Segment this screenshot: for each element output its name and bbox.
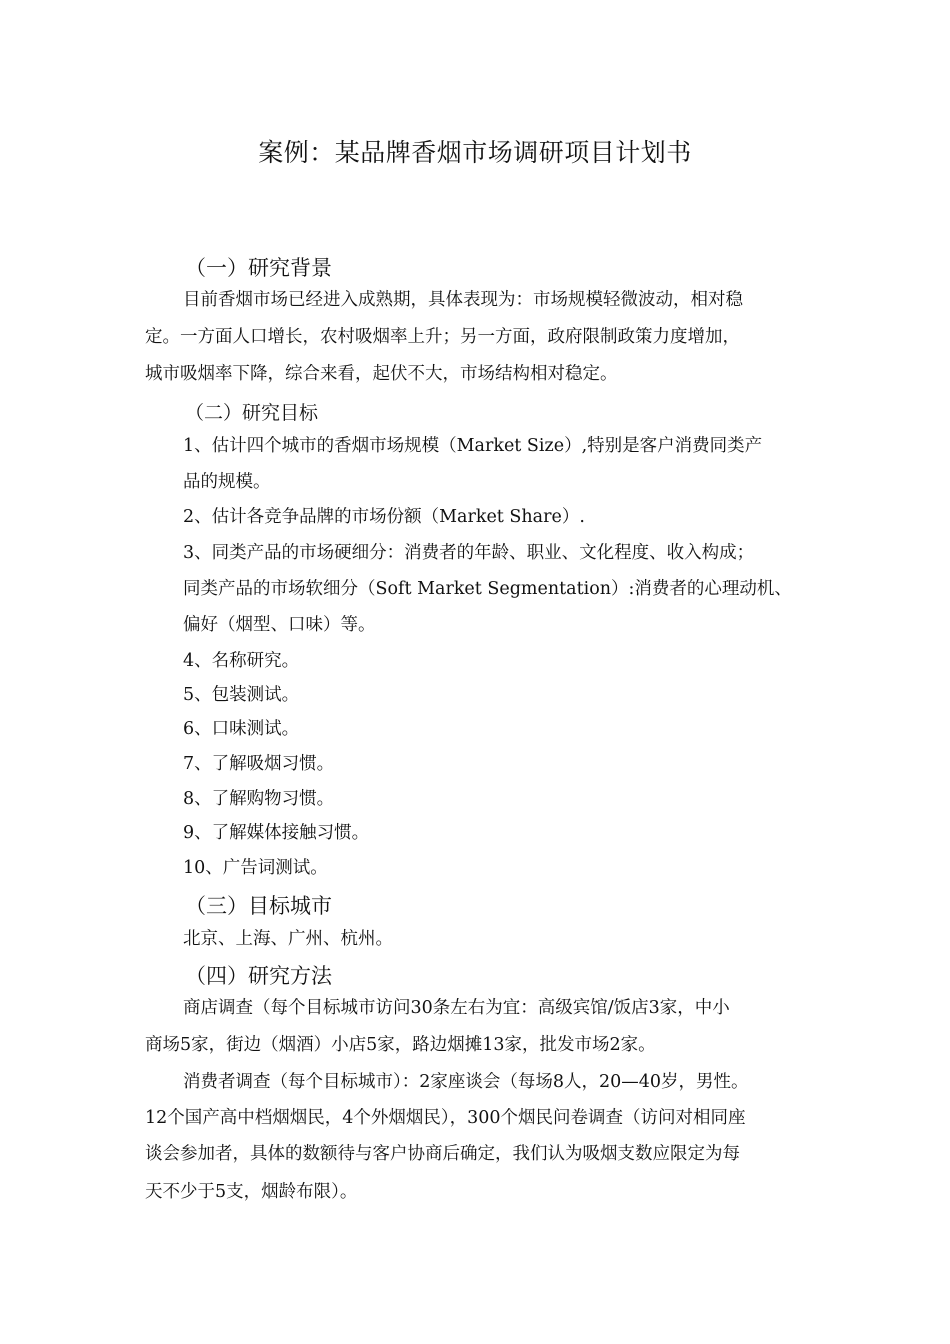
list-item: 9、了解媒体接触习惯。 <box>183 823 370 843</box>
paragraph-line: 天不少于5支，烟龄布限）。 <box>145 1182 358 1202</box>
list-item: 品的规模。 <box>183 472 271 492</box>
list-item: 同类产品的市场软细分（Soft Market Segmentation）:消费者的心理动机、 <box>183 579 792 599</box>
list-item: 7、了解吸烟习惯。 <box>183 754 335 774</box>
list-item: 4、名称研究。 <box>183 651 300 671</box>
paragraph-line: 谈会参加者，具体的数额待与客户协商后确定，我们认为吸烟支数应限定为每 <box>145 1144 740 1164</box>
paragraph-line: 商店调查（每个目标城市访问30条左右为宜：高级宾馆/饭店3家，中小 <box>183 998 730 1018</box>
paragraph-line: 定。一方面人口增长，农村吸烟率上升；另一方面，政府限制政策力度增加， <box>145 327 740 347</box>
document-title: 案例：某品牌香烟市场调研项目计划书 <box>258 138 692 167</box>
paragraph-line: 北京、上海、广州、杭州。 <box>183 929 393 949</box>
list-item: 3、同类产品的市场硬细分：消费者的年龄、职业、文化程度、收入构成； <box>183 543 755 563</box>
list-item: 8、了解购物习惯。 <box>183 789 335 809</box>
list-item: 6、口味测试。 <box>183 719 300 739</box>
list-item: 10、广告词测试。 <box>183 858 328 878</box>
list-item: 2、估计各竞争品牌的市场份额（Market Share）. <box>183 507 585 527</box>
paragraph-line: 商场5家，街边（烟酒）小店5家，路边烟摊13家，批发市场2家。 <box>145 1035 656 1055</box>
section3-heading: （三）目标城市 <box>185 894 332 918</box>
paragraph-line: 城市吸烟率下降，综合来看，起伏不大，市场结构相对稳定。 <box>145 364 618 384</box>
paragraph-line: 消费者调查（每个目标城市）：2家座谈会（每场8人，20—40岁，男性。 <box>183 1072 749 1092</box>
list-item: 1、估计四个城市的香烟市场规模（Market Size）,特别是客户消费同类产 <box>183 436 763 456</box>
list-item: 偏好（烟型、口味）等。 <box>183 615 376 635</box>
section4-heading: （四）研究方法 <box>185 964 332 988</box>
list-item: 5、包装测试。 <box>183 685 300 705</box>
paragraph-line: 12个国产高中档烟烟民，4个外烟烟民），300个烟民问卷调查（访问对相同座 <box>145 1108 746 1128</box>
section2-heading: （二）研究目标 <box>185 402 319 424</box>
section1-heading: （一）研究背景 <box>185 256 332 280</box>
paragraph-line: 目前香烟市场已经进入成熟期，具体表现为：市场规模轻微波动，相对稳 <box>183 290 743 310</box>
